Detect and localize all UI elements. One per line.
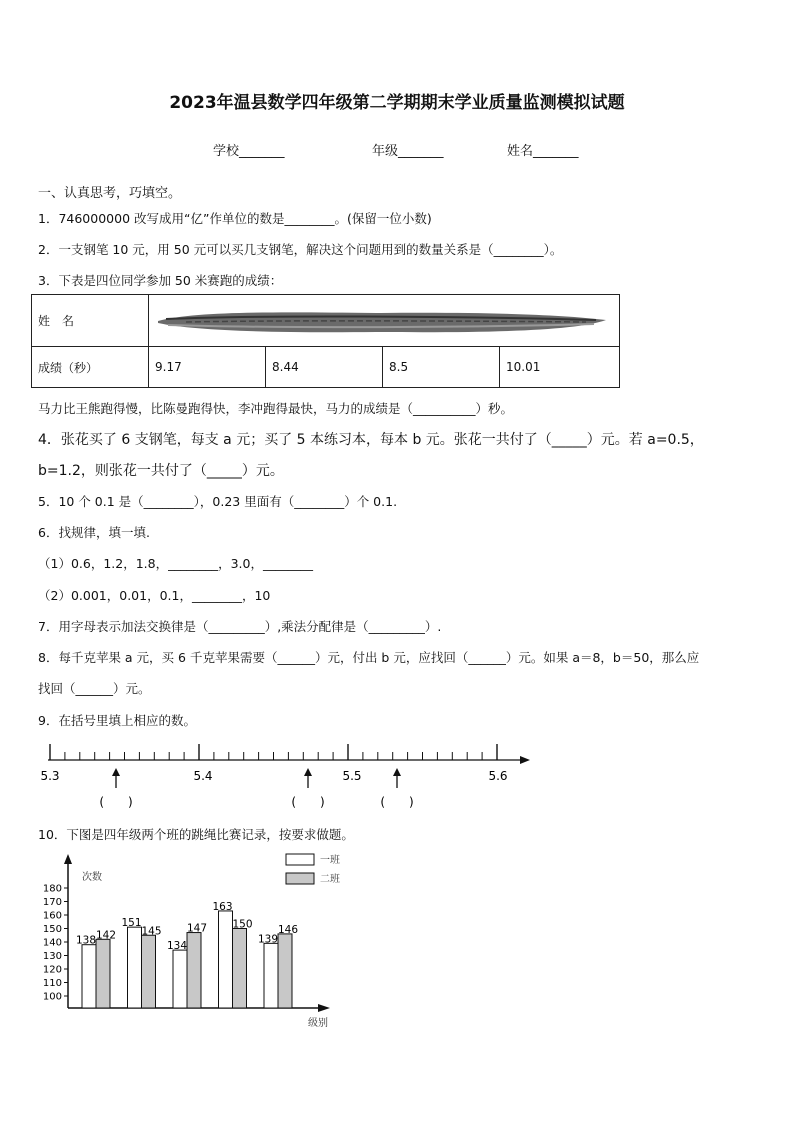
- section-heading: 一、认真思考，巧填空。: [38, 186, 182, 201]
- number-line-label: 5.5: [342, 769, 362, 783]
- bar-class1: [264, 943, 278, 1008]
- question-4-line1: 4．张花买了 6 支钢笔，每支 a 元；买了 5 本练习本，每本 b 元。张花一共付了（_____）元。若 a=0.5，: [38, 432, 704, 448]
- number-line: [40, 738, 540, 813]
- answer-bracket: ( ): [291, 795, 325, 809]
- legend-swatch-class2: [286, 873, 314, 884]
- question-6-intro: 6．找规律，填一填.: [38, 525, 150, 540]
- bar-value-label: 138: [75, 934, 97, 947]
- bar-value-label: 142: [95, 929, 117, 942]
- number-line-arrowhead: [520, 756, 530, 764]
- name-field[interactable]: 姓名_______: [507, 144, 579, 159]
- bar-value-label: 147: [186, 922, 208, 935]
- bar-value-label: 139: [257, 933, 279, 946]
- school-field[interactable]: 学校_______: [213, 144, 285, 159]
- y-axis-arrowhead: [64, 854, 72, 864]
- bar-class1: [128, 927, 142, 1008]
- bar-value-label: 145: [141, 925, 162, 938]
- question-6-part2: （2）0.001，0.01，0.1，________，10: [38, 588, 271, 603]
- grade-field[interactable]: 年级_______: [372, 144, 444, 159]
- question-7: 7．用字母表示加法交换律是（_________）,乘法分配律是（_________）.: [38, 619, 442, 634]
- y-tick-label: 180: [42, 883, 62, 895]
- score-row-label: 成绩（秒）: [32, 347, 149, 388]
- y-tick-label: 100: [42, 991, 62, 1003]
- y-tick-label: 110: [42, 978, 62, 989]
- y-tick-label: 120: [42, 964, 62, 976]
- bar-class1: [173, 950, 187, 1008]
- arrow-marker: [112, 768, 120, 788]
- y-tick-label: 150: [42, 924, 62, 935]
- score-cell: 8.5: [383, 347, 500, 388]
- number-line-label: 5.4: [193, 769, 213, 783]
- score-cell: 8.44: [266, 347, 383, 388]
- number-line-label: 5.3: [40, 769, 60, 783]
- legend-label: 二班: [320, 874, 340, 885]
- bar-value-label: 146: [277, 923, 299, 936]
- bar-value-label: 150: [232, 918, 253, 931]
- y-axis-label: 次数: [82, 872, 102, 883]
- bar-class1: [219, 911, 233, 1008]
- question-9: 9．在括号里填上相应的数。: [38, 713, 196, 728]
- arrow-marker: [393, 768, 401, 788]
- question-2: 2．一支钢笔 10 元，用 50 元可以买几支钢笔，解决这个问题用到的数量关系是（________）。: [38, 242, 563, 257]
- bar-value-label: 163: [212, 900, 233, 913]
- arrow-marker: [304, 768, 312, 788]
- question-4-line2: b=1.2，则张花一共付了（_____）元。: [38, 463, 284, 479]
- bar-value-label: 151: [121, 917, 142, 930]
- bar-value-label: 134: [166, 940, 188, 953]
- question-5: 5．10 个 0.1 是（________），0.23 里面有（________）个 0.1.: [38, 494, 398, 509]
- y-tick-label: 130: [42, 951, 62, 962]
- answer-bracket: ( ): [99, 795, 133, 809]
- question-3-text: 马力比王熊跑得慢，比陈曼跑得快，李冲跑得最快，马力的成绩是（__________）秒。: [38, 401, 514, 416]
- score-cell: 9.17: [149, 347, 266, 388]
- answer-bracket: ( ): [380, 795, 414, 809]
- bar-chart: [30, 848, 370, 1033]
- number-line-ticks: [50, 744, 497, 760]
- question-1: 1．746000000 改写成用“亿”作单位的数是________。(保留一位小数): [38, 211, 432, 226]
- x-axis-arrowhead: [318, 1004, 330, 1012]
- number-line-label: 5.6: [488, 769, 508, 783]
- bar-class2: [187, 933, 201, 1008]
- x-axis-label: 级别: [308, 1018, 328, 1029]
- legend-label: 一班: [320, 855, 340, 866]
- name-row-label: 姓 名: [32, 295, 149, 347]
- y-tick-label: 160: [42, 910, 62, 922]
- y-tick-label: 140: [42, 937, 62, 949]
- scribbled-names-image: [156, 309, 608, 335]
- question-6-part1: （1）0.6，1.2，1.8，________，3.0，________: [38, 556, 313, 571]
- bar-class2: [142, 935, 156, 1008]
- bar-class2: [96, 939, 110, 1008]
- page-title: 2023年温县数学四年级第二学期期末学业质量监测模拟试题: [169, 93, 625, 113]
- question-8-line2: 找回（______）元。: [38, 681, 151, 696]
- bar-class2: [278, 934, 292, 1008]
- question-10: 10．下图是四年级两个班的跳绳比赛记录，按要求做题。: [38, 827, 354, 842]
- y-tick-label: 170: [42, 897, 62, 908]
- bar-class2: [233, 929, 247, 1009]
- question-8-line1: 8．每千克苹果 a 元，买 6 千克苹果需要（______）元，付出 b 元，应找回（______）元。如果 a＝8，b＝50，那么应: [38, 650, 700, 665]
- legend-swatch-class1: [286, 854, 314, 865]
- bar-class1: [82, 945, 96, 1008]
- question-3-intro: 3．下表是四位同学参加 50 米赛跑的成绩：: [38, 273, 283, 288]
- score-cell: 10.01: [500, 347, 620, 388]
